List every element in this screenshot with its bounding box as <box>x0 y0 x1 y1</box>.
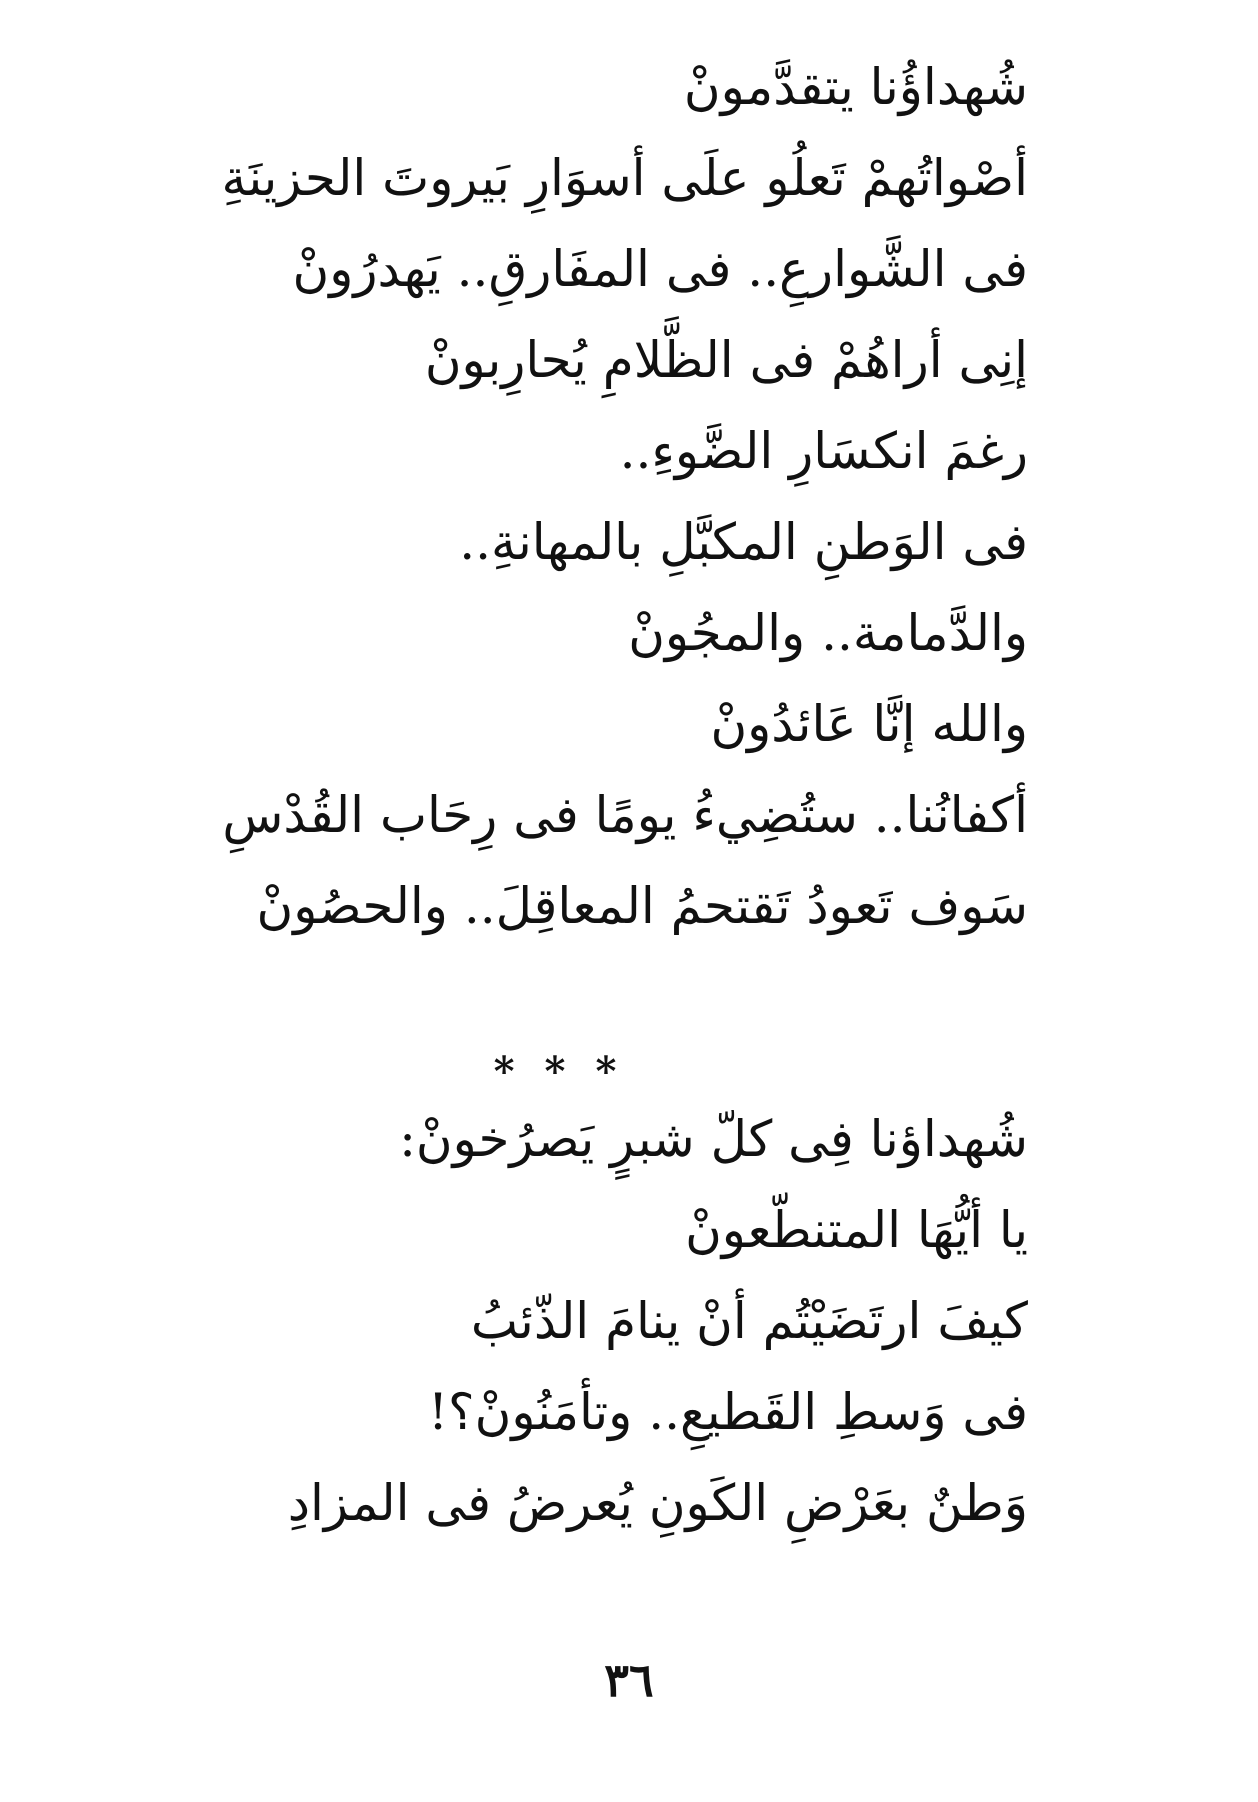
poem-line: رغمَ انكسَارِ الضَّوءِ.. <box>619 422 1028 480</box>
poem-line: فى الشَّوارعِ.. فى المفَارقِ.. يَهدرُونْ <box>292 240 1028 298</box>
poem-line: فى وَسطِ القَطيعِ.. وتأمَنُونْ؟! <box>427 1383 1028 1441</box>
poem-stanza-2 <box>168 1110 1028 1569</box>
poem-line: إنِى أراهُمْ فى الظَّلامِ يُحارِبونْ <box>424 331 1028 389</box>
poem-line: فى الوَطنِ المكبَّلِ بالمهانةِ.. <box>459 513 1028 571</box>
poem-line: شُهداؤنا فِى كلّ شبرٍ يَصرُخونْ: <box>399 1110 1028 1168</box>
poem-line: أصْواتُهمْ تَعلُو علَى أسوَارِ بَيروتَ الحزينَةِ <box>221 149 1028 207</box>
poem-line: شُهداؤُنا يتقدَّمونْ <box>683 58 1028 116</box>
poem-line: وَطنٌ بعَرْضِ الكَونِ يُعرضُ فى المزادِ <box>287 1474 1028 1532</box>
poem-line: أكفانُنا.. ستُضِيءُ يومًا فى رِحَاب القُدْسِ <box>222 786 1028 844</box>
poem-line: والدَّمامة.. والمجُونْ <box>628 604 1028 662</box>
poem-line: والله إنَّا عَائدُونْ <box>710 695 1028 753</box>
stanza-separator: *** <box>493 1048 647 1095</box>
poem-stanza-1 <box>168 58 1028 972</box>
poem-line: سَوف تَعودُ تَقتحمُ المعاقِلَ.. والحصُونْ <box>256 877 1028 935</box>
poem-line: يا أيُّهَا المتنطّعونْ <box>685 1201 1028 1259</box>
poem-line: كيفَ ارتَضَيْتُم أنْ ينامَ الذّئبُ <box>470 1292 1028 1350</box>
page-number: ٣٦ <box>604 1653 654 1707</box>
